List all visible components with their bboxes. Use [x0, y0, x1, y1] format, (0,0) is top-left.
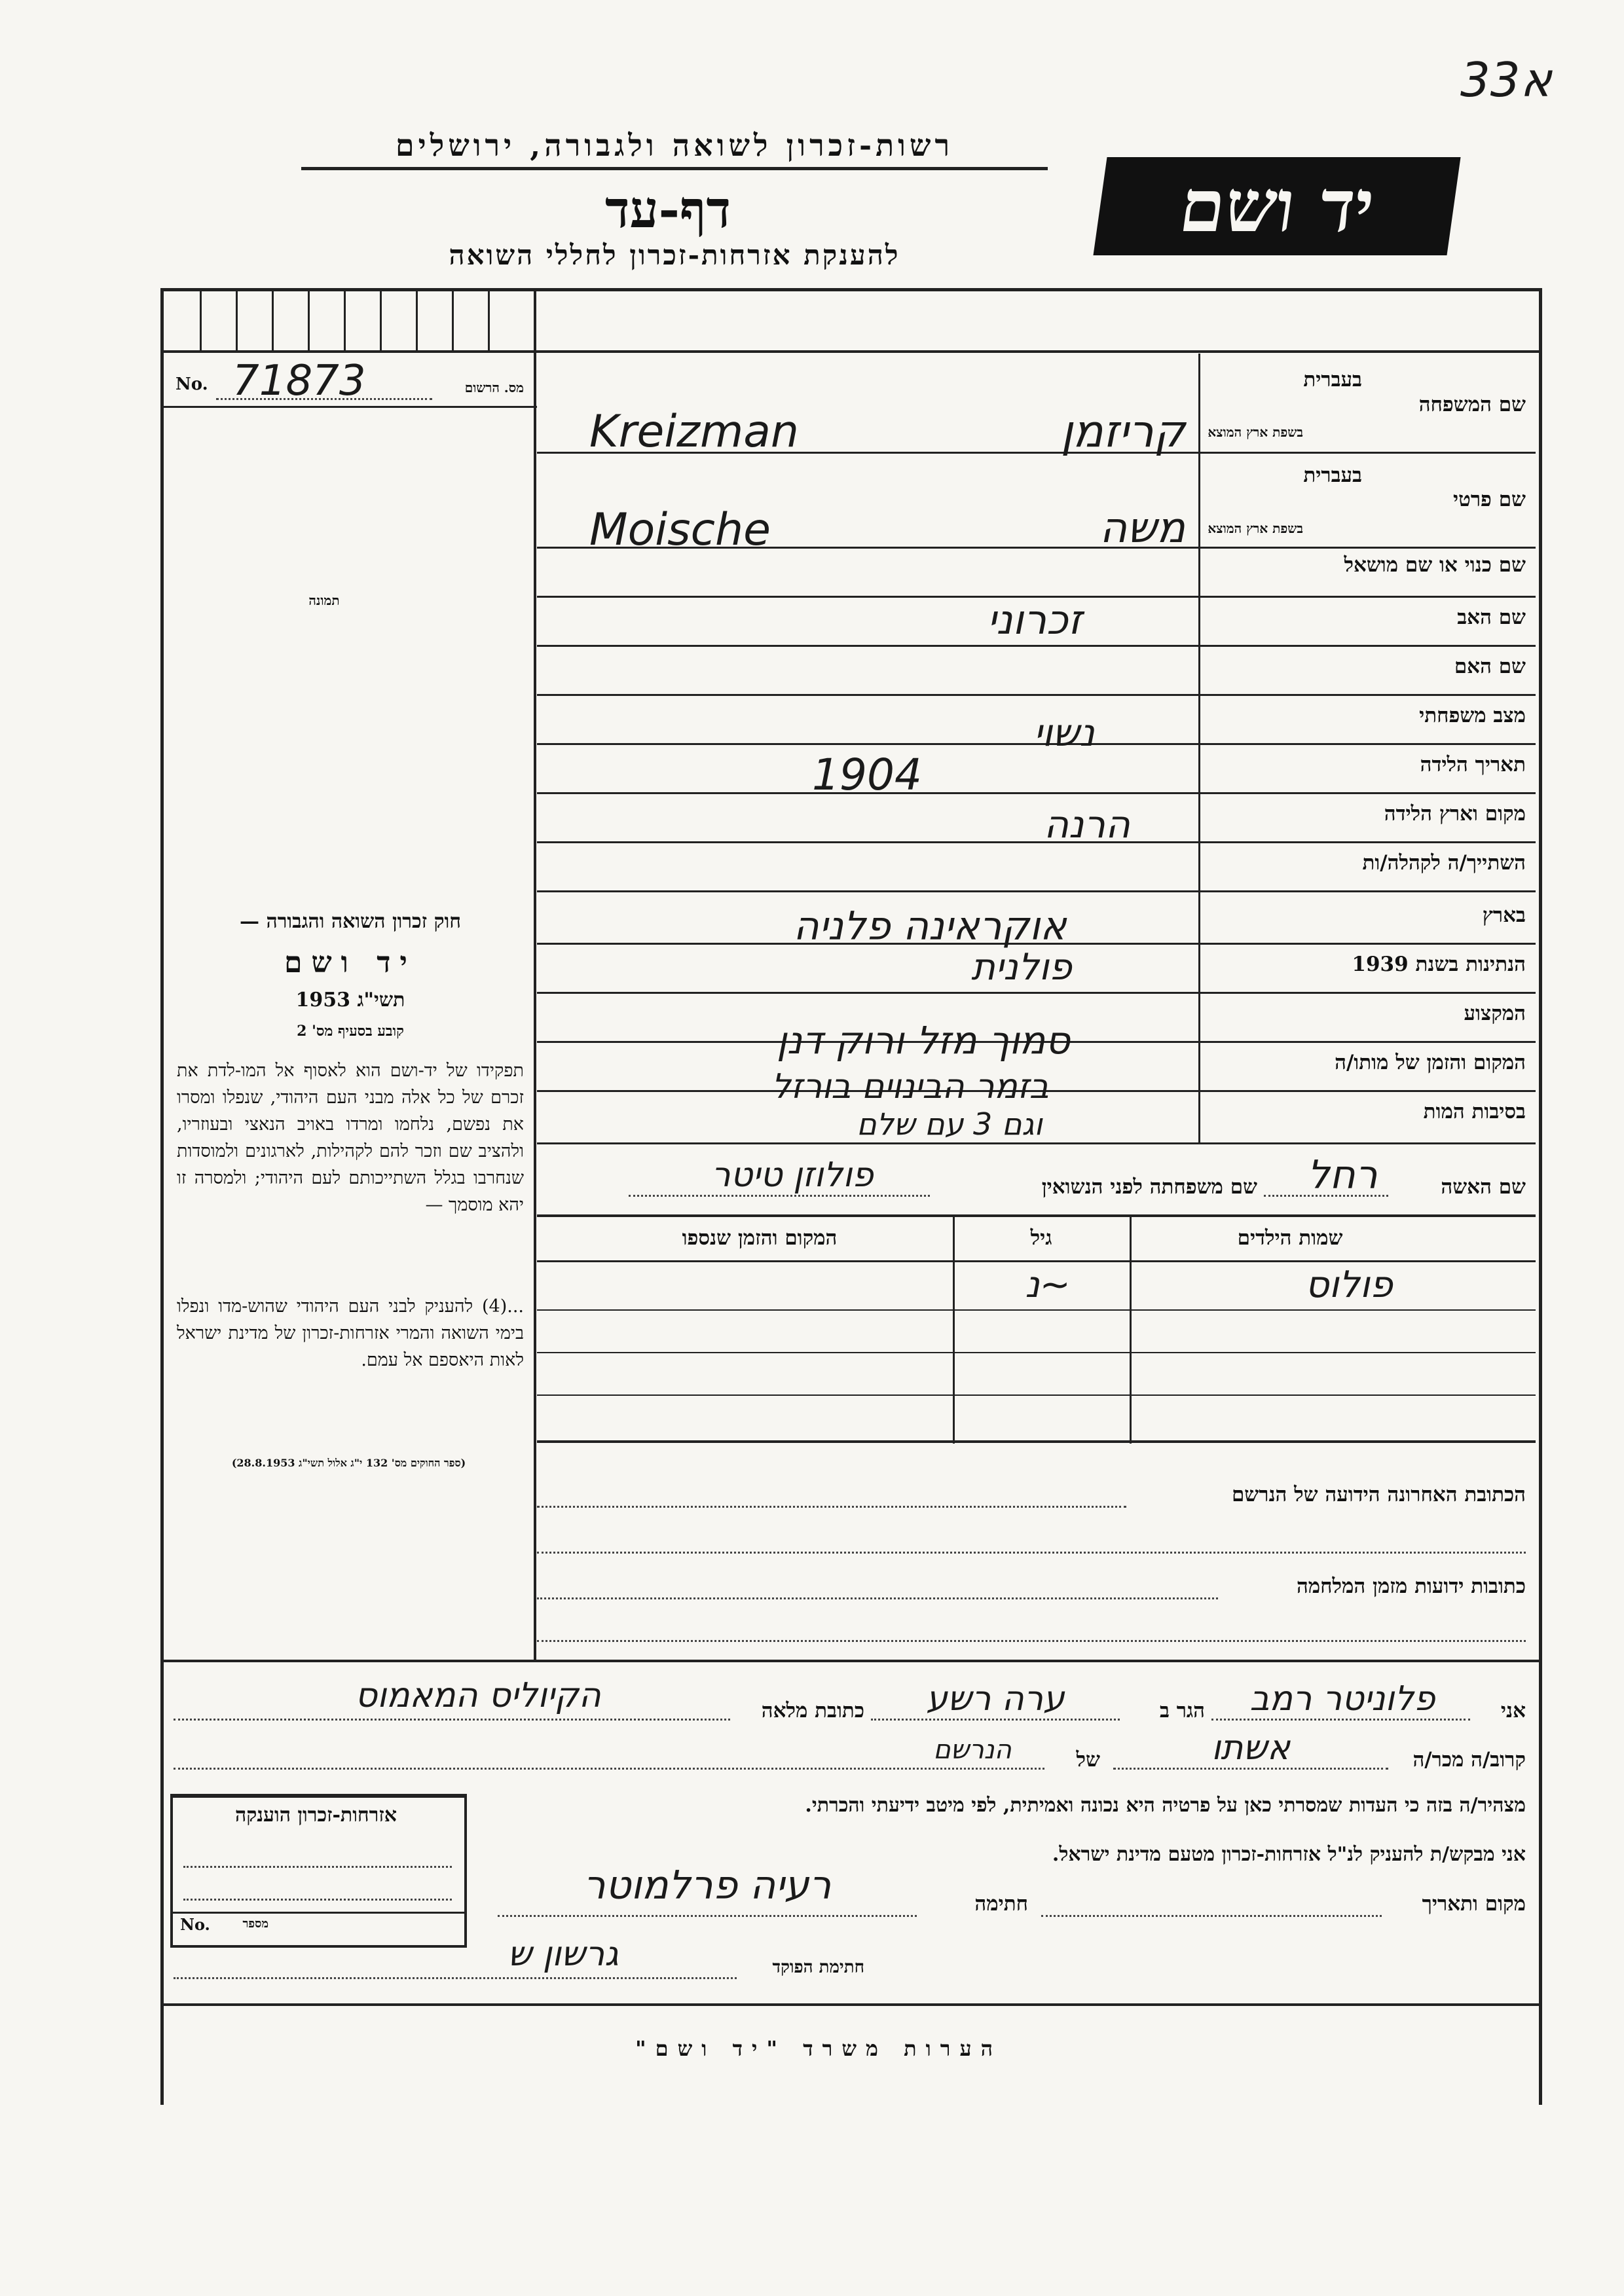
law-paragraph-1: תפקידו של יד-ושם הוא לאסוף אל המו-לדת את זכרם של כל אלה מבני העם היהודי, שנפלו ומסרו את נפשם, נלחמו ומרדו באויב הנאצי ובעוזריו, ולהציב שם וזכר להם לקהילות, לארגונים ולמוסדות שנחרבו בגלל השתייכותם לעם היהודי; ולמסרה זו יהא מוסמך — — [177, 1061, 524, 1215]
label-i: אני — [1500, 1699, 1526, 1722]
label-country: בארץ — [1482, 903, 1526, 927]
form-subtitle: להענקת אזרחות-זכרון לחללי השואה — [449, 239, 900, 271]
citizenship-box-title: אזרחות-זכרון הוענקה — [234, 1804, 397, 1827]
label-birth-date: תאריך הלידה — [1420, 753, 1526, 776]
label-first-name: שם פרטי — [1452, 488, 1526, 511]
label-origin-lang-2: בשפת ארץ המוצא — [1208, 520, 1303, 536]
value-first-name-latin: Moische — [589, 504, 771, 556]
value-citizenship: פולנית — [971, 946, 1072, 989]
value-officer: גרשון ש — [507, 1935, 619, 1974]
label-full-address: כתובת מלאה — [761, 1699, 864, 1722]
label-origin-lang-1: בשפת ארץ המוצא — [1208, 424, 1303, 440]
label-signature: חתימה — [974, 1892, 1028, 1916]
value-maiden-name: פולוזן טיטר — [711, 1156, 874, 1195]
citizenship-no-label: No. — [180, 1915, 210, 1934]
label-mother: שם האם — [1454, 655, 1526, 678]
request-text: אני מבקש/ת להעניק לנ"ל אזרחות-זכרון מטעם מדינת ישראל. — [1052, 1843, 1526, 1866]
child-age-1: ~נ — [1025, 1264, 1071, 1306]
yad-vashem-logo: יד ושם — [1093, 157, 1460, 255]
label-profession: המקצוע — [1464, 1002, 1526, 1025]
label-father: שם האב — [1457, 606, 1526, 629]
label-of: של — [1076, 1748, 1100, 1772]
law-name: יד ושם — [284, 946, 416, 979]
declaration-text: מצהיר/ה בזה כי העדות שמסרתי כאן על פרטיה היא נכונה ואמיתית, לפי מיטב ידיעתי והכרתי. — [805, 1794, 1526, 1817]
label-nickname: שם כנוי או שם מושאל — [1344, 553, 1526, 577]
value-death-place-1: סמוך מזל ורוק דנן — [777, 1018, 1070, 1063]
value-family-name-latin: Kreizman — [589, 406, 799, 458]
value-marital: נשוי — [1033, 710, 1095, 755]
form-title: דף-עד — [605, 180, 731, 240]
label-relative: קרוב/ה מכר/ה — [1412, 1748, 1526, 1772]
children-col-names: שמות הילדים — [1237, 1226, 1343, 1250]
label-resides: הגר ב — [1159, 1699, 1205, 1722]
label-officer: חתימת הפוקד — [772, 1958, 864, 1977]
value-relative: אשתו — [1211, 1728, 1290, 1768]
corner-mark: 33א — [1460, 52, 1552, 107]
label-last-address: הכתובת האחרונה הידועה של הנרשם — [1231, 1483, 1526, 1506]
label-death-cause: בסיבות המות — [1423, 1100, 1526, 1123]
value-country: אוקראינה פלניה — [793, 903, 1067, 949]
value-death-place-2: בזמר הבינוים בורזל — [771, 1067, 1049, 1106]
label-citizenship: הנתינות בשנת 1939 — [1352, 953, 1526, 976]
law-heading: חוק זכרון השואה והגבורה — — [240, 910, 461, 933]
label-death-place: המקום והזמן של מותו/ה — [1335, 1051, 1526, 1074]
value-first-name-hebrew: משה — [1099, 504, 1185, 553]
label-maiden-name: שם משפחתה לפני הנשואין — [1041, 1175, 1257, 1199]
value-birth-place: הרנה — [1044, 802, 1130, 847]
value-death-place-3: וגם 3 עם שלם — [857, 1106, 1043, 1142]
registration-number: 71873 — [232, 357, 366, 405]
value-signature: רעיה פרלמוטר — [583, 1863, 832, 1908]
label-place-date: מקום ותאריך — [1422, 1892, 1526, 1916]
label-in-hebrew-2: בעברית — [1303, 464, 1362, 487]
label-in-hebrew-1: בעברית — [1303, 368, 1362, 392]
law-year: תשי"ג 1953 — [295, 989, 405, 1011]
law-clause: קובע בסעיף מס' 2 — [297, 1023, 404, 1040]
label-wartime-address: כתובות ידועות מזמן המלחמה — [1296, 1575, 1526, 1598]
authority-heading: רשות-זכרון לשואה ולגבורה, ירושלים — [301, 128, 1048, 170]
law-paragraph-2: ...(4) להעניק לבני העם היהודי שהוש-מדו ונפלו בימי השואה והמרי אזרחות-זכרון של מדינת ישראל לאות היאספם אל עמם. — [177, 1296, 524, 1370]
value-full-address: הקיוליס המאמוס — [355, 1676, 601, 1715]
law-source: (ספר החוקים מס' 132 י"ג אלול תשי"ג 28.8.1953) — [231, 1457, 466, 1469]
value-birth-date: 1904 — [812, 750, 922, 800]
label-birth-place: מקום וארץ הלידה — [1384, 802, 1526, 826]
value-father: זכרוני — [987, 596, 1082, 644]
registration-no-label: No. — [175, 374, 208, 394]
value-of: הנרשם — [933, 1735, 1012, 1765]
registration-label: מס. הרשום — [464, 380, 524, 395]
child-name-1: פולוס — [1305, 1264, 1393, 1306]
value-i: פלוניטר רמב — [1249, 1679, 1435, 1719]
value-family-name-hebrew: קריזמן — [1060, 406, 1185, 458]
children-col-age: גיל — [1030, 1226, 1052, 1250]
citizenship-number-label: מספר — [242, 1917, 268, 1931]
footer-remarks: הערות משרד "יד ושם" — [635, 2036, 1003, 2061]
label-community: השתייך/ה לקהלה/ות — [1362, 851, 1526, 875]
label-family-name: שם המשפחה — [1418, 393, 1526, 416]
label-wife: שם האשה — [1441, 1175, 1526, 1199]
value-resides: ערה רשע — [926, 1679, 1065, 1719]
value-wife: רחל — [1307, 1152, 1378, 1198]
label-marital: מצב משפחתי — [1419, 704, 1526, 727]
children-col-place: המקום והזמן שנספו — [682, 1226, 838, 1250]
photo-label: תמונה — [308, 592, 340, 608]
